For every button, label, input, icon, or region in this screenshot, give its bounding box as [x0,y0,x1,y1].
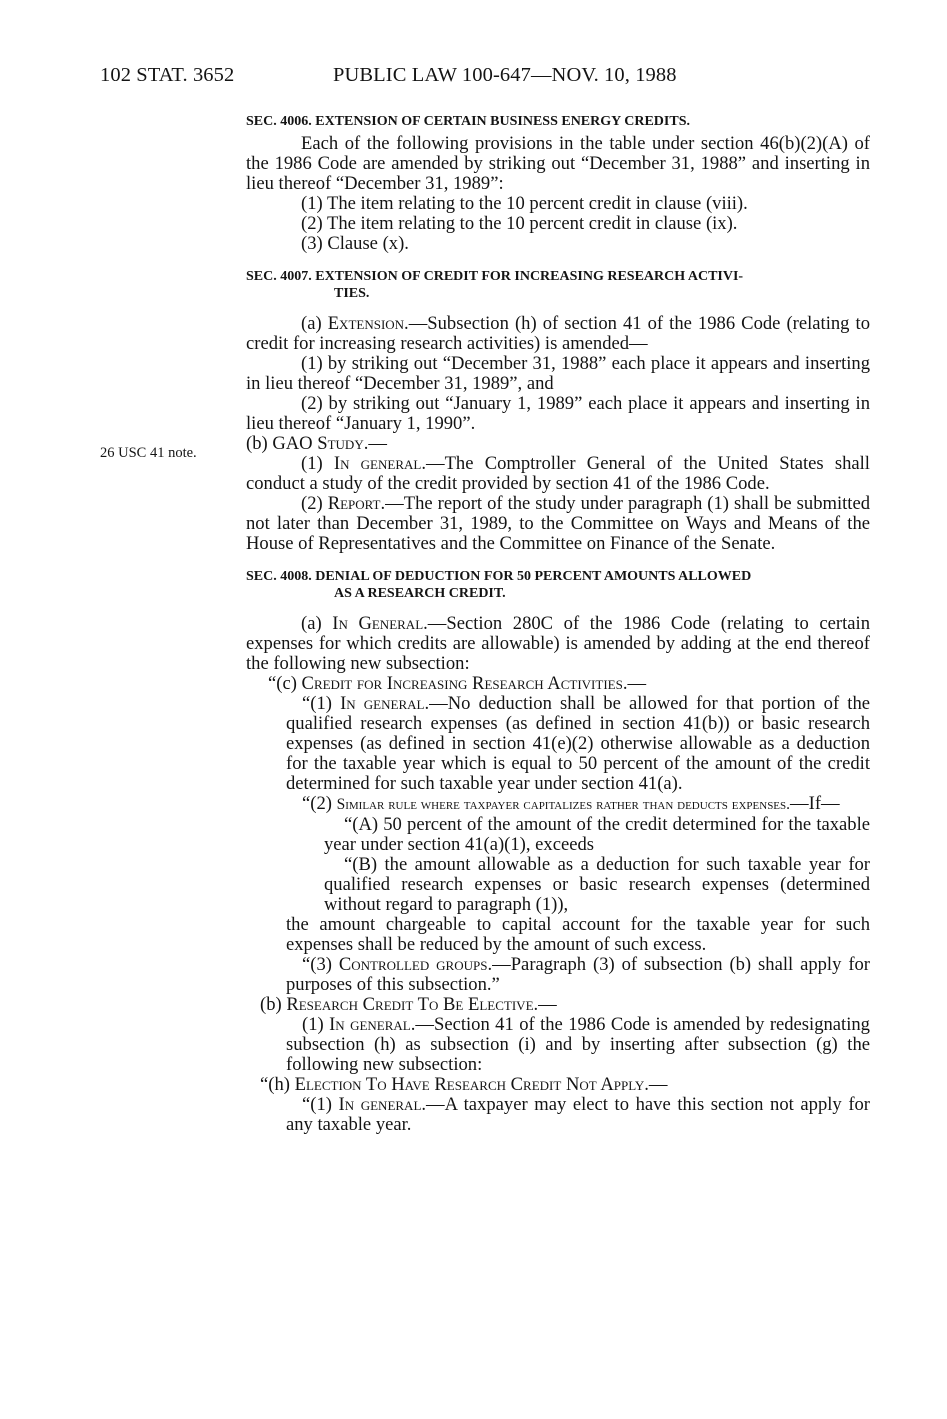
label: (1) [302,1014,330,1035]
sec-4006-item-1: (1) The item relating to the 10 percent credit in clause (viii). [301,193,748,214]
paragraph-title: In general. [340,693,430,714]
text: —The report of the study under paragraph (1) shall be submitted not later than December 31, 1989, to the Committee on Ways and Means of the House of Representatives and the Committee on Finance of the Senate. [246,493,870,554]
text: —No deduction shall be allowed for that portion of the qualified research expenses (as defined in section 41(b)) or basic research expenses (as defined in section 41(e)(2) otherwise allowable as a deduction for the taxable year which is equal to 50 percent of the amount of the credit determined for such taxable year under section 41(a). [286,693,870,794]
sec-4006-item-3: (3) Clause (x). [301,233,409,254]
sec-4007-heading-line2: TIES. [334,286,370,301]
dash: — [368,433,387,454]
new-subsection-c-1 [246,694,870,794]
label: “(c) [268,673,302,694]
label: (2) [301,493,328,514]
label: (a) [301,613,333,634]
text: —If— [790,793,840,814]
paragraph-title: Controlled groups. [338,954,493,975]
sec-4006-heading: SEC. 4006. EXTENSION OF CERTAIN BUSINESS ENERGY CREDITS. [246,114,690,129]
sec-4007-b-1 [246,454,870,494]
sec-4008-heading [246,568,870,602]
label: (b) GAO [246,433,318,454]
sec-4007-heading [246,268,870,302]
sec-4007-heading-line1: SEC. 4007. EXTENSION OF CREDIT FOR INCREASING RESEARCH ACTIVI- [246,269,744,284]
document-body [246,113,870,1135]
subsection-title: Election To Have Research Credit Not Apply. [294,1074,649,1095]
dash: — [627,673,647,694]
sec-4007-a-2: (2) by striking out “January 1, 1989” each place it appears and inserting in lieu thereof “January 1, 1990”. [246,393,870,434]
sec-4007-b [246,434,870,454]
sec-4008-heading-line1: SEC. 4008. DENIAL OF DEDUCTION FOR 50 PERCENT AMOUNTS ALLOWED [246,569,752,584]
subsection-title: In General. [332,613,428,634]
subsection-title: Extension. [327,313,409,334]
new-subsection-c-2-tail: the amount chargeable to capital account for the taxable year for such expenses shall be reduced by the amount of such excess. [286,914,870,955]
dash: — [648,1074,668,1095]
paragraph-title: In general. [338,1094,427,1115]
public-law-title: PUBLIC LAW 100-647—NOV. 10, 1988 [333,64,677,86]
sec-4008-a [246,614,870,674]
text: —Section 41 of the 1986 Code is amended by redesignating subsection (h) as subsection (i) and by inserting after subsection (g) the following new subsection: [286,1014,870,1075]
subsection-title: Study. [317,433,369,454]
paragraph-title: Similar rule where taxpayer capitalizes rather than deducts expenses. [336,796,791,813]
new-subsection-h [246,1075,870,1095]
paragraph-title: Report. [327,493,386,514]
sec-4006-item-2: (2) The item relating to the 10 percent credit in clause (ix). [301,213,738,234]
sec-4008-heading-line2: AS A RESEARCH CREDIT. [334,586,506,601]
sec-4008-b [246,995,870,1015]
label: “(2) [302,793,337,814]
new-subsection-c-2 [246,794,870,815]
sec-4008-b-1 [246,1015,870,1075]
new-subsection-c-3 [246,955,870,995]
subsection-title: Credit for Increasing Research Activities. [301,673,628,694]
paragraph-title: In general. [329,1014,416,1035]
sec-4006-intro: Each of the following provisions in the table under section 46(b)(2)(A) of the 1986 Code are amended by striking out “December 31, 1988” and inserting in lieu thereof “December 31, 1989”: [246,133,870,194]
page-header [100,64,677,87]
label: “(3) [302,954,339,975]
label: (a) [301,313,328,334]
dash: — [538,994,557,1015]
label: “(h) [260,1074,295,1095]
text: —Subsection (h) of section 41 of the 1986 Code (relating to credit for increasing research activities) is amended— [246,313,870,354]
text: —A taxpayer may elect to have this section not apply for any taxable year. [286,1094,870,1135]
sec-4007-b-2 [246,494,870,554]
label: “(1) [302,1094,339,1115]
new-subsection-h-1 [246,1095,870,1135]
text: —Section 280C of the 1986 Code (relating to certain expenses for which credits are allowable) is amended by adding at the end thereof the following new subsection: [246,613,870,674]
text: —Paragraph (3) of subsection (b) shall apply for purposes of this subsection.” [286,954,870,995]
sec-4007-a-1: (1) by striking out “December 31, 1988” each place it appears and inserting in lieu thereof “December 31, 1989”, and [246,353,870,394]
new-subsection-c-2-B: “(B) the amount allowable as a deduction for such taxable year for qualified research expenses or basic research expenses (determined without regard to paragraph (1)), [324,854,870,915]
margin-note: 26 USC 41 note. [100,445,197,461]
label: (1) [301,453,334,474]
text: —The Comptroller General of the United States shall conduct a study of the credit provided by section 41 of the 1986 Code. [246,453,870,494]
new-subsection-c [246,674,870,694]
stat-citation: 102 STAT. 3652 [100,64,235,86]
new-subsection-c-2-A: “(A) 50 percent of the amount of the credit determined for the taxable year under section 41(a)(1), exceeds [324,814,870,855]
subsection-title: Research Credit To Be Elective. [286,994,539,1015]
sec-4007-a [246,314,870,354]
paragraph-title: In general. [333,453,426,474]
label: (b) [260,994,287,1015]
label: “(1) [302,693,341,714]
